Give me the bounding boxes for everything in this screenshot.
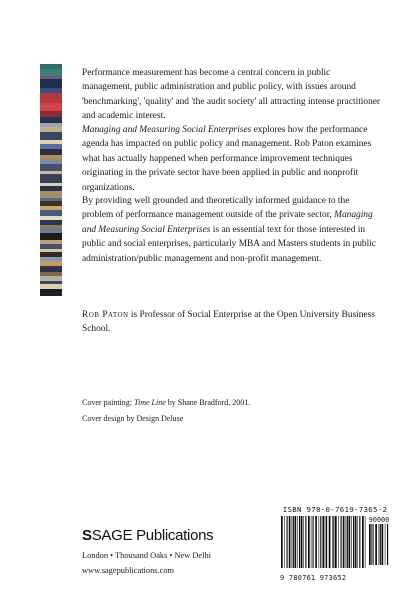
painting-stripe <box>40 103 62 111</box>
painting-stripe <box>40 93 62 103</box>
credit-prefix: Cover painting: <box>82 398 134 407</box>
ean-number: 9 780761 973652 <box>280 574 347 582</box>
book-title: Managing and Measuring Social Enterprises <box>82 210 373 235</box>
publisher-name: SAGE Publications <box>91 527 214 544</box>
painting-stripe <box>40 174 62 182</box>
blurb-paragraph-3-text-b: is an essential text for those interested in public and social enterprises, particularly MBA and Masters students in public administration/public management and non-profit management. <box>82 224 376 264</box>
painting-stripe <box>40 191 62 198</box>
cover-painting-credit <box>82 395 250 411</box>
sage-logo-icon: S <box>82 527 92 544</box>
painting-stripe <box>40 289 62 296</box>
painting-stripe <box>40 210 62 217</box>
addon-barcode-icon <box>368 524 390 565</box>
author-bio-text: is Professor of Social Enterprise at the Open University Business School. <box>82 310 375 335</box>
publisher-block <box>82 527 213 578</box>
cover-credits <box>82 395 250 427</box>
painting-stripe <box>40 69 62 76</box>
painting-stripe <box>40 266 62 273</box>
painting-stripe <box>40 164 62 171</box>
blurb-paragraph-1: Performance measurement has become a central concern in public management, public administration and public policy, with issues around 'benchmarking', 'quality' and 'the audit society' all attracting intense practitioner and academic interest. <box>82 68 381 122</box>
ean-barcode-icon <box>280 516 366 568</box>
blurb-paragraph-2-text: explores how the performance agenda has impacted on public policy and management. Rob Paton examines what has actually happened when performance improvement techniques originating in the private sector have been applied in public and nonprofit organizations. <box>82 125 372 193</box>
publisher-logo <box>82 527 213 544</box>
blurb-paragraph-3 <box>82 194 382 266</box>
book-title: Managing and Measuring Social Enterprises <box>82 125 252 135</box>
blurb-paragraph-3-text-a: By providing well grounded and theoretically informed guidance to the problem of performance management outside of the private sector, <box>82 196 350 221</box>
painting-stripe <box>40 149 62 156</box>
cover-painting-strip <box>40 64 62 296</box>
publisher-url: www.sagepublications.com <box>82 566 175 575</box>
blurb-paragraph-2 <box>82 123 382 195</box>
author-bio <box>82 308 382 337</box>
painting-stripe <box>40 117 62 124</box>
painting-stripe <box>40 132 62 140</box>
credit-suffix: by Shane Bradford, 2001. <box>165 398 251 407</box>
cover-design-credit: Cover design by Design Deluse <box>82 414 184 423</box>
price-addon-number: 90000 <box>368 516 390 524</box>
painting-stripe <box>40 79 62 87</box>
painting-stripe <box>40 233 62 240</box>
painting-title: Time Line <box>134 398 166 407</box>
isbn-text: ISBN 978-0-7619-7365-2 <box>282 505 388 514</box>
publisher-cities: London • Thousand Oaks • New Delhi <box>82 551 211 560</box>
author-name: Rob Paton <box>82 310 129 320</box>
isbn-barcode <box>280 505 390 582</box>
